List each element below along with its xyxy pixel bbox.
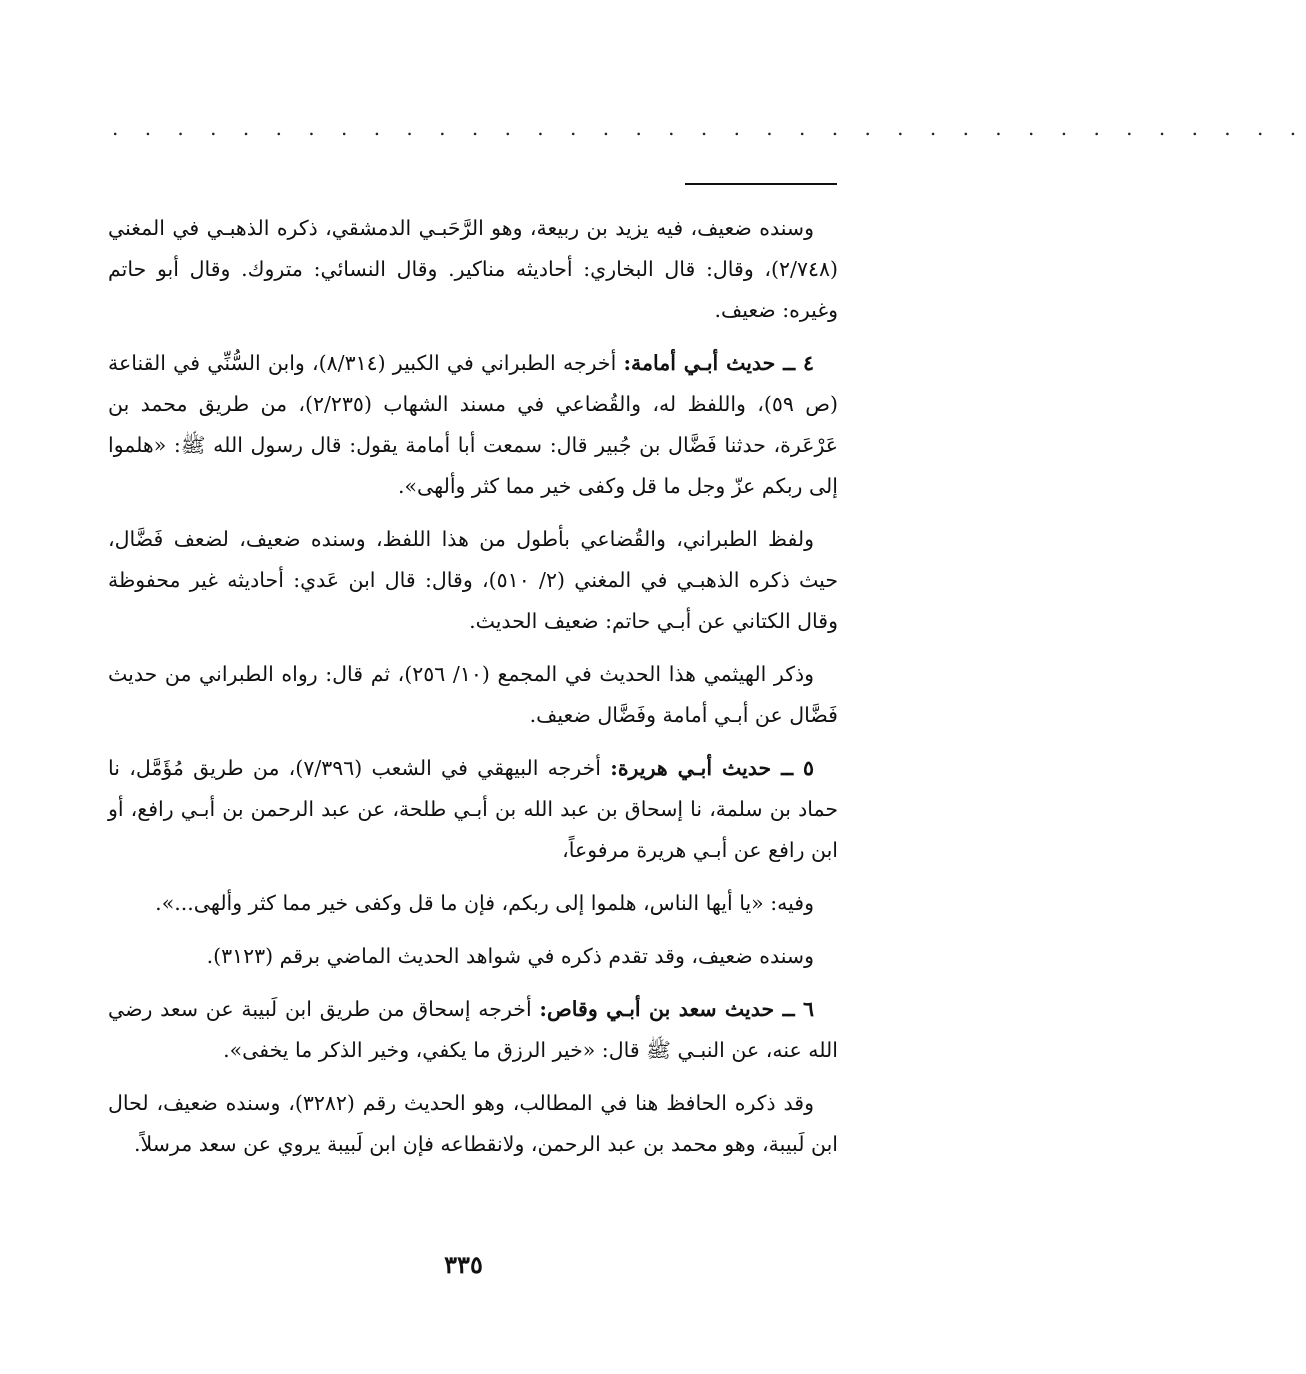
paragraph-5-heading: ٥ ــ حديث أبـي هريرة: [610,756,814,780]
paragraph-7-text: وسنده ضعيف، وقد تقدم ذكره في شواهد الحديث الماضي برقم (٣١٢٣). [206,944,814,968]
paragraph-6 [108,883,838,924]
paragraph-4 [108,654,838,736]
paragraph-2-text: أخرجه الطبراني في الكبير (٨/٣١٤)، وابن السُّنِّي في القناعة (ص ٥٩)، واللفظ له، والقُضاعي في مسند الشهاب (٢/٢٣٥)، من طريق محمد بن عَرْعَرة، حدثنا فَضَّال بن جُبير قال: سمعت أبا أمامة يقول: قال رسول الله ﷺ: «هلموا إلى ربكم عزّ وجل ما قل وكفى خير مما كثر وألهى». [108,351,838,498]
paragraph-6-text: وفيه: «يا أيها الناس، هلموا إلى ربكم، فإن ما قل وكفى خير مما كثر وألهى...». [155,891,814,915]
separator-dots: . . . . . . . . . . . . . . . . . . . . . . . . . . . . . . . . . . . . . [112,116,1306,140]
paragraph-3-text: ولفظ الطبراني، والقُضاعي بأطول من هذا اللفظ، وسنده ضعيف، لضعف فَضَّال، حيث ذكره الذهبـي في المغني (٢/ ٥١٠)، وقال: قال ابن عَدي: أحاديثه غير محفوظة وقال الكتاني عن أبـي حاتم: ضعيف الحديث. [108,527,838,633]
paragraph-8 [108,989,838,1071]
paragraph-9 [108,1083,838,1165]
footnote-rule [685,183,837,185]
paragraph-5-text: أخرجه البيهقي في الشعب (٧/٣٩٦)، من طريق مُؤَمَّل، نا حماد بن سلمة، نا إسحاق بن عبد الله بن أبـي طلحة، عن عبد الرحمن بن أبـي رافع، أو ابن رافع عن أبـي هريرة مرفوعاً، [108,756,838,862]
paragraph-2 [108,343,838,507]
paragraph-8-heading: ٦ ــ حديث سعد بن أبـي وقاص: [539,997,814,1021]
paragraph-4-text: وذكر الهيثمي هذا الحديث في المجمع (١٠/ ٢٥٦)، ثم قال: رواه الطبراني من حديث فَضَّال عن أبـي أمامة وفَضَّال ضعيف. [108,662,838,727]
paragraph-8-text: أخرجه إسحاق من طريق ابن لَبيبة عن سعد رضي الله عنه، عن النبـي ﷺ قال: «خير الرزق ما يكفي، وخير الذكر ما يخفى». [108,997,838,1062]
paragraph-9-text: وقد ذكره الحافظ هنا في المطالب، وهو الحديث رقم (٣٢٨٢)، وسنده ضعيف، لحال ابن لَبيبة، وهو محمد بن عبد الرحمن، ولانقطاعه فإن ابن لَبيبة يروي عن سعد مرسلاً. [108,1091,838,1156]
page-number: ٣٣٥ [444,1250,483,1279]
paragraph-7 [108,936,838,977]
paragraph-1-text: وسنده ضعيف، فيه يزيد بن ربيعة، وهو الرَّحَبـي الدمشقي، ذكره الذهبـي في المغني (٢/٧٤٨)، وقال: قال البخاري: أحاديثه مناكير. وقال النسائي: متروك. وقال أبو حاتم وغيره: ضعيف. [108,216,838,322]
paragraph-2-heading: ٤ ــ حديث أبـي أمامة: [623,351,814,375]
paragraph-3 [108,519,838,642]
page-body [108,208,838,1177]
paragraph-5 [108,748,838,871]
paragraph-1 [108,208,838,331]
